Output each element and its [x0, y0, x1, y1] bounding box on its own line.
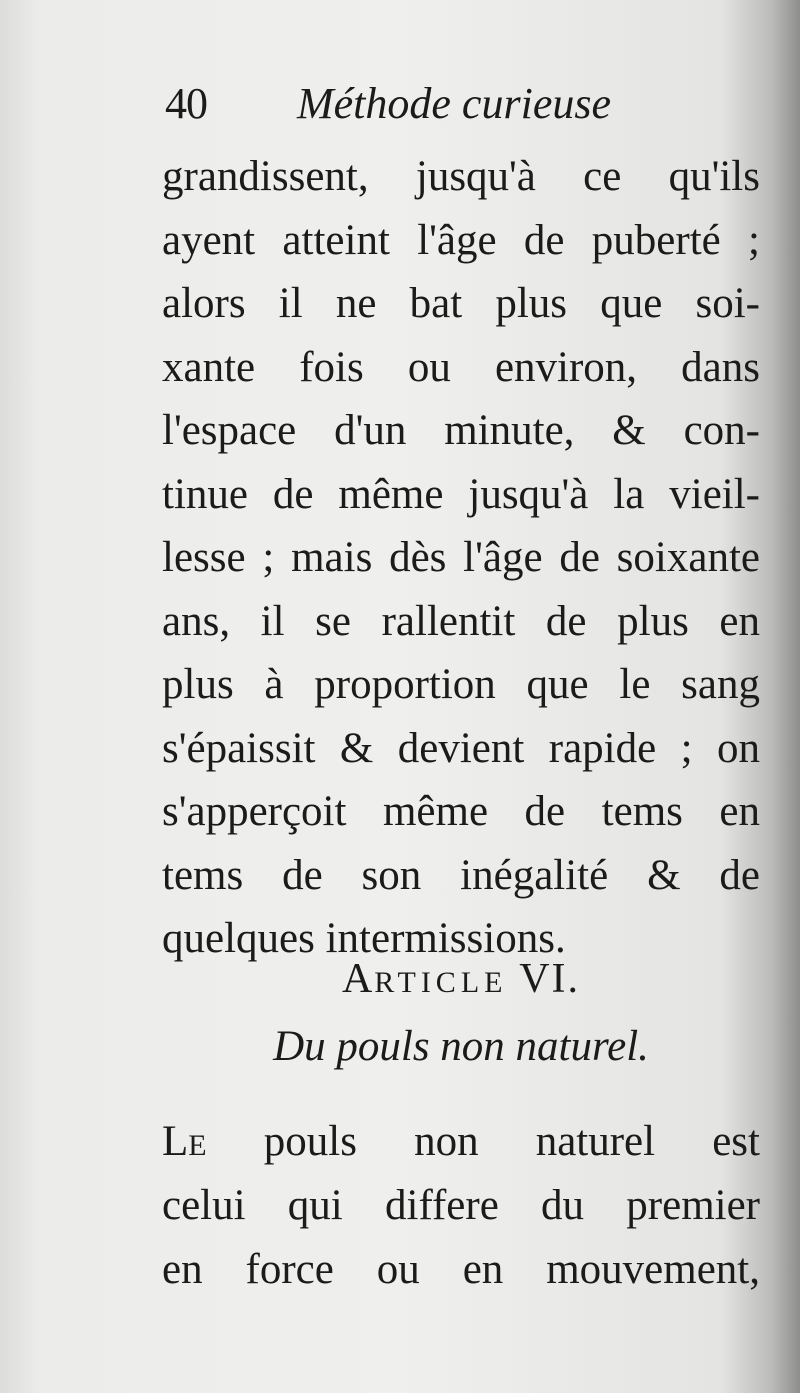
text-line: alors il ne bat plus que soi- — [162, 280, 760, 327]
text-line — [162, 1110, 760, 1174]
text-line: en force ou en mouvement, — [162, 1246, 760, 1293]
text-line: ans, il se rallentit de plus en — [162, 597, 760, 645]
text-line: tinue de même jusqu'à la vieil- — [162, 470, 760, 518]
initial-letter-rest: E — [188, 1129, 207, 1162]
text-line: grandissent, jusqu'à ce qu'ils — [162, 153, 760, 200]
text-line: xante fois ou environ, dans — [162, 343, 760, 391]
text-line-rest: pouls non naturel est — [263, 1118, 760, 1165]
paragraph-article-vi — [162, 1110, 760, 1302]
paragraph-continuation — [162, 145, 760, 971]
text-line: s'épaissit & devient rapide ; on — [162, 724, 760, 772]
page-header — [165, 78, 755, 138]
text-line: quelques intermissions. — [162, 915, 566, 962]
text-line: plus à proportion que le sang — [162, 661, 760, 708]
text-line: ayent atteint l'âge de puberté ; — [162, 216, 760, 264]
running-title: Méthode curieuse — [297, 79, 611, 128]
text-line: celui qui differe du premier — [162, 1182, 760, 1229]
text-line: tems de son inégalité & de — [162, 851, 760, 899]
text-line: s'apperçoit même de tems en — [162, 788, 760, 835]
article-heading-number: VI. — [519, 956, 581, 1002]
article-heading-initial: A — [341, 956, 375, 1002]
article-subheading: Du pouls non naturel. — [273, 1023, 649, 1070]
text-line: lesse ; mais dès l'âge de soixante — [162, 534, 760, 581]
text-line: l'espace d'un minute, & con- — [162, 407, 760, 454]
article-heading — [162, 955, 760, 1003]
initial-letter: L — [162, 1118, 189, 1165]
article-heading-word: RTICLE — [374, 966, 508, 999]
page-number: 40 — [165, 79, 207, 128]
